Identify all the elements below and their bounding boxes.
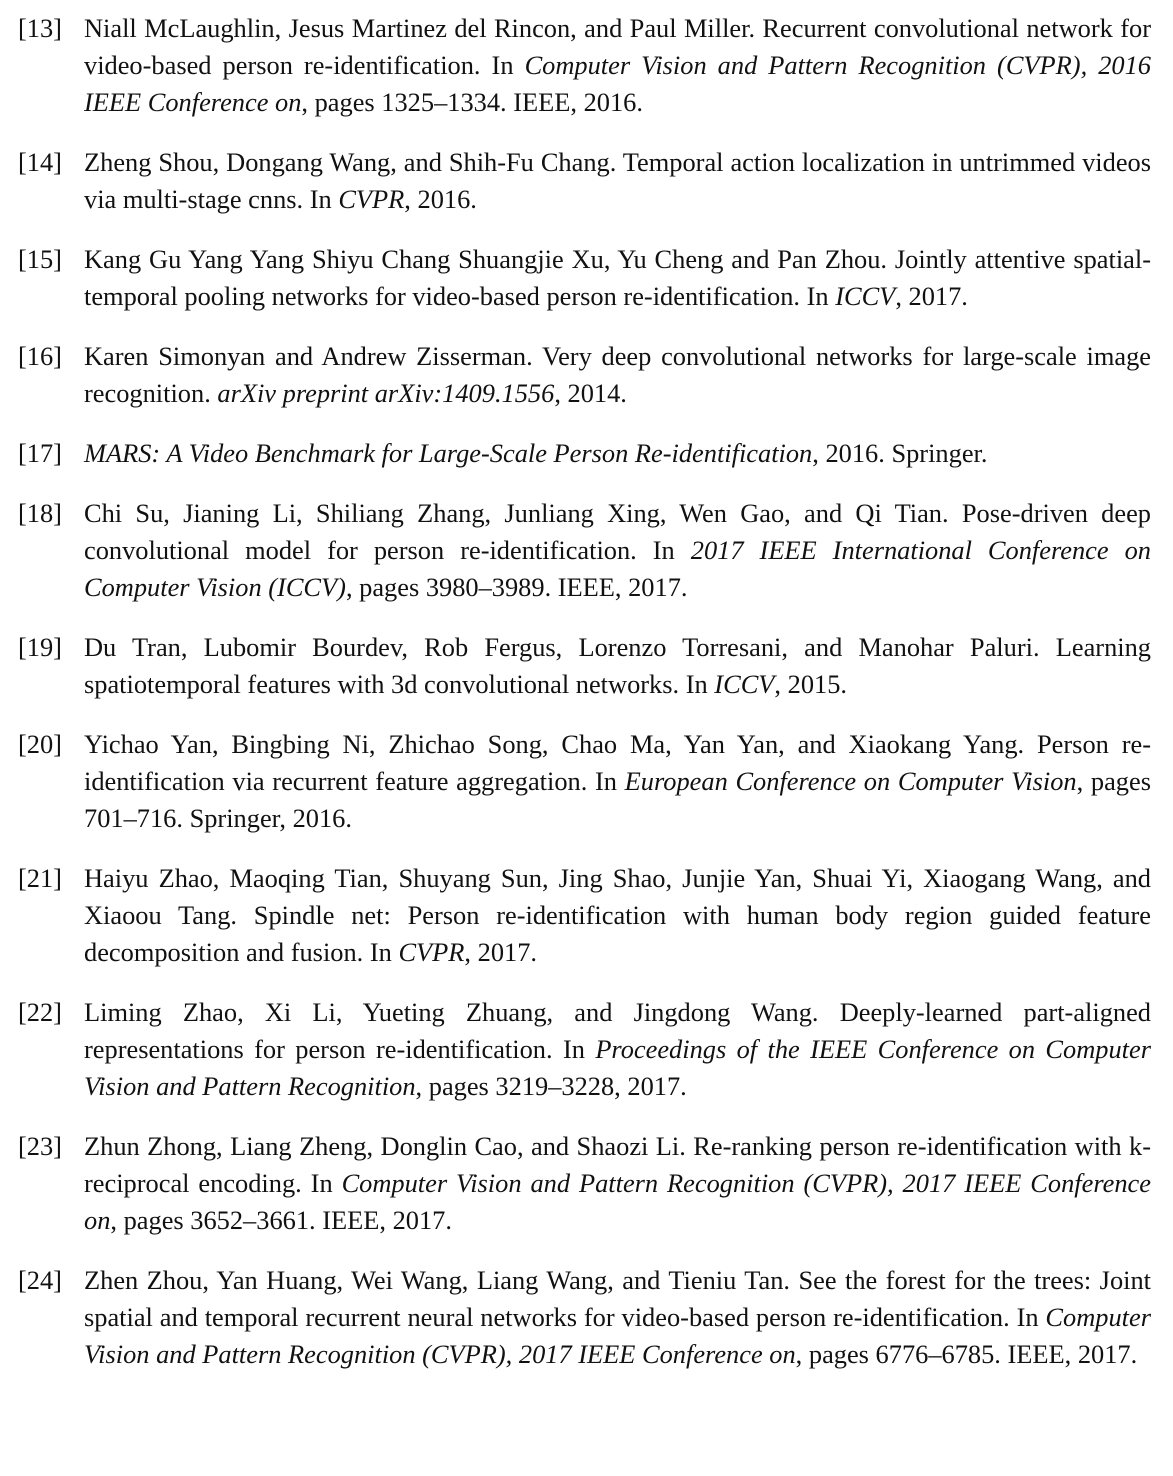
reference-authors-title: Zhen Zhou, Yan Huang, Wei Wang, Liang Wang, and Tieniu Tan. See the forest for the trees: Joint spatial and temporal recurrent neural networks for video-based person re-identification. In bbox=[84, 1265, 1151, 1332]
reference-authors-title: Zheng Shou, Dongang Wang, and Shih-Fu Chang. Temporal action localization in untrimmed videos via multi-stage cnns. In bbox=[84, 146, 1151, 214]
reference-list bbox=[18, 10, 1151, 1396]
reference-16 bbox=[18, 338, 1151, 412]
reference-venue: Computer Vision and Pattern Recognition (CVPR), 2017 IEEE Conference on bbox=[84, 1301, 1151, 1369]
reference-venue: 2017 IEEE International Conference on Computer Vision (ICCV) bbox=[84, 535, 1151, 603]
reference-number: [22] bbox=[18, 997, 62, 1028]
reference-details: , pages 701–716. Springer, 2016. bbox=[84, 766, 1151, 834]
reference-17 bbox=[18, 435, 1151, 472]
reference-venue: CVPR bbox=[338, 183, 405, 214]
reference-20 bbox=[18, 726, 1151, 836]
reference-details: , 2017. bbox=[464, 936, 537, 967]
reference-13 bbox=[18, 10, 1151, 120]
reference-24 bbox=[18, 1262, 1151, 1372]
reference-14 bbox=[18, 144, 1151, 218]
reference-number: [24] bbox=[18, 1265, 62, 1296]
reference-number: [21] bbox=[18, 863, 62, 894]
reference-authors-title: Haiyu Zhao, Maoqing Tian, Shuyang Sun, Jing Shao, Junjie Yan, Shuai Yi, Xiaogang Wang, and Xiaoou Tang. Spindle net: Person re-identification with human body region guided feature decomposition and fusion. In bbox=[84, 863, 1151, 967]
reference-number: [15] bbox=[18, 243, 62, 274]
reference-details: , pages 3980–3989. IEEE, 2017. bbox=[345, 572, 688, 603]
reference-authors-title: Kang Gu Yang Yang Shiyu Chang Shuangjie Xu, Yu Cheng and Pan Zhou. Jointly attentive spatial-temporal pooling networks for video-based person re-identification. In bbox=[84, 243, 1151, 311]
reference-authors-title: Liming Zhao, Xi Li, Yueting Zhuang, and Jingdong Wang. Deeply-learned part-aligned representations for person re-identification. In bbox=[84, 997, 1151, 1065]
reference-details: , 2014. bbox=[554, 377, 627, 408]
reference-details: , 2017. bbox=[895, 280, 968, 311]
reference-authors-title: Karen Simonyan and Andrew Zisserman. Very deep convolutional networks for large-scale image recognition. bbox=[84, 341, 1151, 408]
reference-venue: ICCV bbox=[714, 669, 775, 700]
reference-23 bbox=[18, 1128, 1151, 1238]
reference-details: , 2015. bbox=[774, 669, 847, 700]
reference-details: , 2016. bbox=[404, 183, 477, 214]
reference-number: [13] bbox=[18, 13, 62, 43]
reference-authors-title: Chi Su, Jianing Li, Shiliang Zhang, Junliang Xing, Wen Gao, and Qi Tian. Pose-driven deep convolutional model for person re-identification. In bbox=[84, 498, 1151, 566]
reference-venue: arXiv preprint arXiv:1409.1556 bbox=[217, 377, 555, 408]
reference-18 bbox=[18, 495, 1151, 605]
reference-number: [19] bbox=[18, 632, 62, 663]
reference-details: , pages 3219–3228, 2017. bbox=[415, 1070, 687, 1101]
reference-15 bbox=[18, 241, 1151, 315]
reference-venue: Proceedings of the IEEE Conference on Computer Vision and Pattern Recognition bbox=[84, 1034, 1151, 1101]
reference-number: [23] bbox=[18, 1131, 62, 1162]
reference-details: , pages 1325–1334. IEEE, 2016. bbox=[301, 86, 643, 117]
reference-number: [18] bbox=[18, 498, 62, 529]
reference-21 bbox=[18, 860, 1151, 970]
reference-venue: ICCV bbox=[835, 280, 896, 311]
reference-authors-title: Yichao Yan, Bingbing Ni, Zhichao Song, Chao Ma, Yan Yan, and Xiaokang Yang. Person re-identification via recurrent feature aggregation. In bbox=[84, 729, 1151, 797]
reference-number: [14] bbox=[18, 146, 62, 177]
reference-number: [17] bbox=[18, 438, 62, 469]
reference-number: [16] bbox=[18, 341, 62, 372]
reference-22 bbox=[18, 994, 1151, 1104]
reference-number: [20] bbox=[18, 729, 62, 760]
reference-venue: Computer Vision and Pattern Recognition (CVPR), 2016 IEEE Conference on bbox=[84, 49, 1151, 117]
reference-authors-title: Niall McLaughlin, Jesus Martinez del Rincon, and Paul Miller. Recurrent convolutional network for video-based person re-identification. In bbox=[84, 13, 1151, 80]
reference-details: , pages 6776–6785. IEEE, 2017. bbox=[795, 1338, 1138, 1369]
reference-details: , pages 3652–3661. IEEE, 2017. bbox=[110, 1204, 452, 1235]
reference-venue: European Conference on Computer Vision bbox=[624, 766, 1077, 797]
reference-authors-title: Du Tran, Lubomir Bourdev, Rob Fergus, Lorenzo Torresani, and Manohar Paluri. Learning spatiotemporal features with 3d convolutional networks. In bbox=[84, 632, 1151, 700]
reference-details: , 2016. Springer. bbox=[812, 438, 988, 469]
reference-venue: CVPR bbox=[398, 936, 465, 967]
reference-venue: Computer Vision and Pattern Recognition (CVPR), 2017 IEEE Conference on bbox=[84, 1167, 1151, 1235]
reference-authors-title: Zhun Zhong, Liang Zheng, Donglin Cao, and Shaozi Li. Re-ranking person re-identification with k-reciprocal encoding. In bbox=[84, 1131, 1151, 1198]
reference-19 bbox=[18, 629, 1151, 703]
reference-venue: MARS: A Video Benchmark for Large-Scale Person Re-identification bbox=[84, 438, 813, 469]
